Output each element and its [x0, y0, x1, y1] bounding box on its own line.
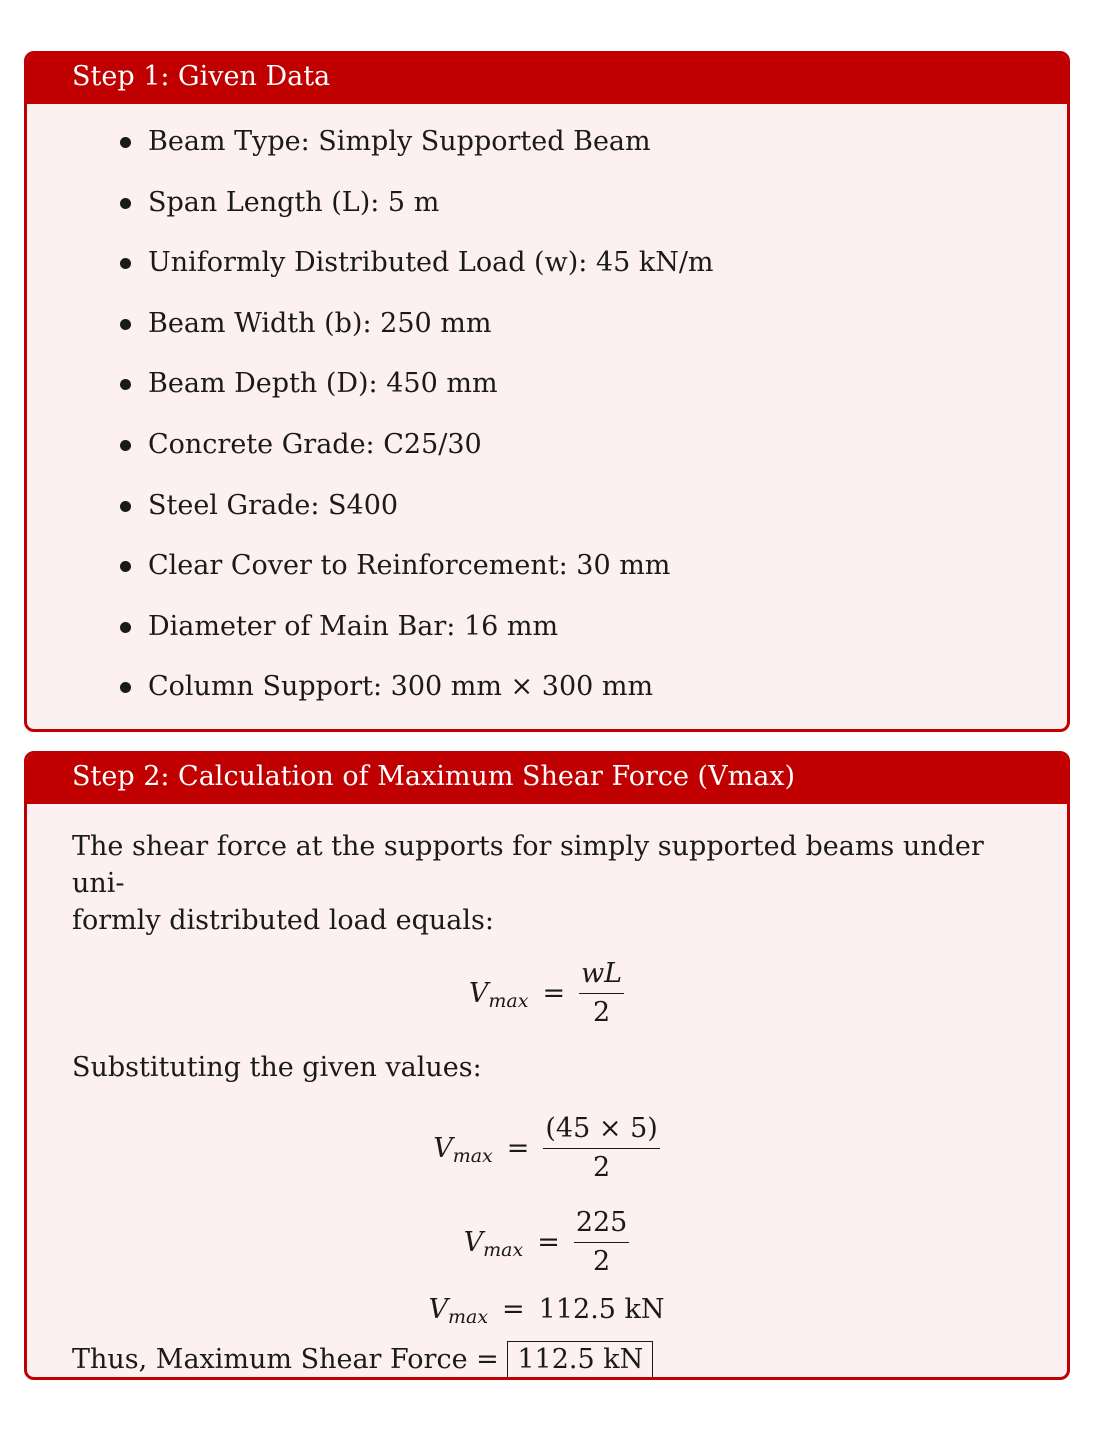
bullet-icon: [120, 379, 131, 390]
list-item: [27, 609, 1067, 670]
formula-lhs-var: V: [468, 977, 489, 1009]
substitution-equation-1: [72, 1104, 1021, 1192]
shear-force-header: Step 2: Calculation of Maximum Shear Force (Vmax): [27, 754, 1067, 804]
list-item: [27, 669, 1067, 730]
list-item: [27, 366, 1067, 427]
intro-line-1: The shear force at the supports for simply supported beams under uni-: [72, 831, 984, 899]
list-item: [27, 488, 1067, 549]
given-data-header: Step 1: Given Data: [27, 54, 1067, 104]
conclusion-line: [72, 1340, 1021, 1380]
substitution-equation-3: [72, 1286, 1021, 1332]
equals-sign: =: [537, 1226, 560, 1258]
list-item-text: Diameter of Main Bar: 16 mm: [148, 610, 559, 642]
bullet-icon: [120, 319, 131, 330]
list-item: [27, 185, 1067, 246]
list-item-text: Beam Type: Simply Supported Beam: [148, 126, 651, 157]
list-item: [27, 124, 1067, 185]
bullet-icon: [120, 198, 131, 209]
fraction-denominator: 2: [592, 1151, 611, 1183]
bullet-icon: [120, 440, 131, 451]
shear-force-body: [27, 804, 1067, 1380]
formula-fraction: [579, 957, 624, 1030]
bullet-icon: [120, 561, 131, 572]
bullet-icon: [120, 682, 131, 693]
bullet-icon: [120, 258, 131, 269]
substitution-fraction-2: [574, 1206, 630, 1279]
formula-denominator: 2: [592, 996, 611, 1028]
lhs-var: V: [433, 1132, 453, 1164]
conclusion-text: Thus, Maximum Shear Force =: [72, 1344, 499, 1375]
bullet-icon: [120, 137, 131, 148]
list-item: [27, 427, 1067, 488]
equals-sign: =: [542, 977, 566, 1009]
bullet-icon: [120, 622, 131, 633]
formula-equation: [72, 949, 1021, 1037]
given-data-box: [24, 51, 1070, 732]
list-item-text: Uniformly Distributed Load (w): 45 kN/m: [148, 247, 714, 279]
list-item: [27, 548, 1067, 609]
substituting-text: Substituting the given values:: [72, 1052, 482, 1083]
list-item-text: Column Support: 300 mm × 300 mm: [148, 671, 654, 703]
list-item-text: Clear Cover to Reinforcement: 30 mm: [148, 550, 671, 582]
substitution-fraction-1: [543, 1112, 659, 1185]
lhs-sub: max: [447, 1306, 489, 1328]
list-item-text: Beam Depth (D): 450 mm: [148, 368, 498, 400]
lhs-var: V: [428, 1293, 448, 1325]
lhs-var: V: [463, 1226, 484, 1258]
list-item-text: Steel Grade: S400: [148, 489, 399, 521]
substitution-equation-2: [72, 1198, 1021, 1286]
list-item-text: Beam Width (b): 250 mm: [148, 307, 492, 339]
fraction-denominator: 2: [592, 1245, 611, 1277]
fraction-numerator: (45 × 5): [543, 1112, 659, 1149]
formula-lhs-sub: max: [488, 990, 529, 1012]
list-item: [27, 245, 1067, 306]
equation-result: 112.5 kN: [538, 1293, 665, 1325]
intro-paragraph: [72, 828, 1021, 939]
formula-numerator: wL: [579, 957, 624, 994]
shear-force-box: [24, 751, 1070, 1380]
boxed-result: 112.5 kN: [507, 1341, 653, 1379]
list-item-text: Span Length (L): 5 m: [148, 186, 440, 218]
bullet-icon: [120, 501, 131, 512]
given-data-list: [27, 104, 1067, 730]
fraction-numerator: 225: [574, 1206, 630, 1243]
list-item-text: Concrete Grade: C25/30: [148, 428, 482, 460]
equals-sign: =: [506, 1132, 530, 1164]
list-item: [27, 306, 1067, 367]
equals-sign: =: [502, 1293, 525, 1325]
intro-line-2: formly distributed load equals:: [72, 905, 494, 936]
lhs-sub: max: [483, 1239, 524, 1261]
lhs-sub: max: [452, 1145, 493, 1167]
